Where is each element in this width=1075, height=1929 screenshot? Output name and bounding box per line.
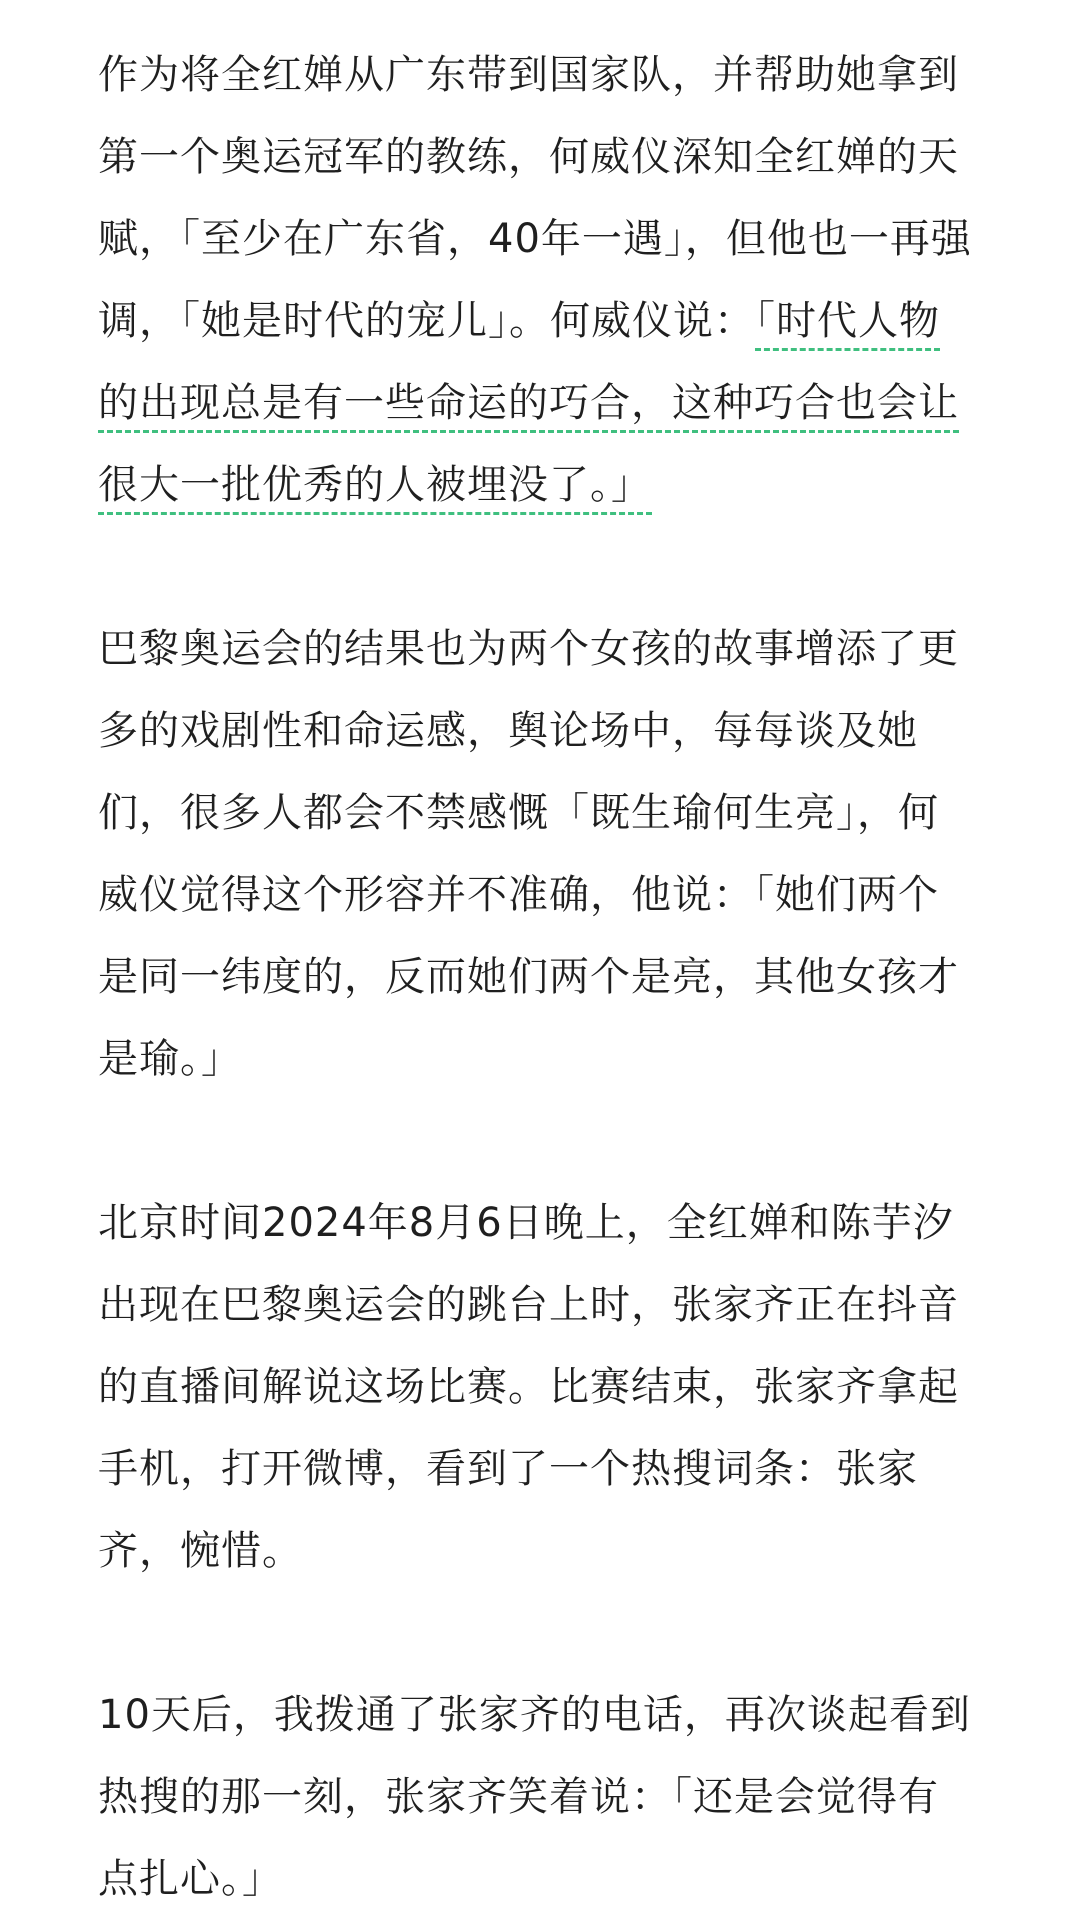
paragraph-4: 10天后，我拨通了张家齐的电话，再次谈起看到热搜的那一刻，张家齐笑着说：「还是会觉得有点扎心。」 xyxy=(98,1692,971,1902)
paragraph-3: 北京时间2024年8月6日晚上，全红婵和陈芋汐出现在巴黎奥运会的跳台上时，张家齐正在抖音的直播间解说这场比赛。比赛结束，张家齐拿起手机，打开微博，看到了一个热搜词条：张家齐，惋惜。 xyxy=(98,1200,959,1574)
paragraph-2: 巴黎奥运会的结果也为两个女孩的故事增添了更多的戏剧性和命运感，舆论场中，每每谈及她们，很多人都会不禁感慨「既生瑜何生亮」，何威仪觉得这个形容并不准确，他说：「她们两个是同一纬度的，反而她们两个是亮，其他女孩才是瑜。」 xyxy=(98,626,959,1082)
paragraph-1-text: 作为将全红婵从广东带到国家队，并帮助她拿到第一个奥运冠军的教练，何威仪深知全红婵的天赋，「至少在广东省，40年一遇」，但他也一再强调，「她是时代的宠儿」。何威仪说： xyxy=(98,52,972,344)
highlighted-quote[interactable]: 「时代人物的出现总是有一些命运的巧合，这种巧合也会让很大一批优秀的人被埋没了。」 xyxy=(98,298,959,508)
article-body xyxy=(98,34,978,1920)
paragraph-1 xyxy=(98,34,978,526)
